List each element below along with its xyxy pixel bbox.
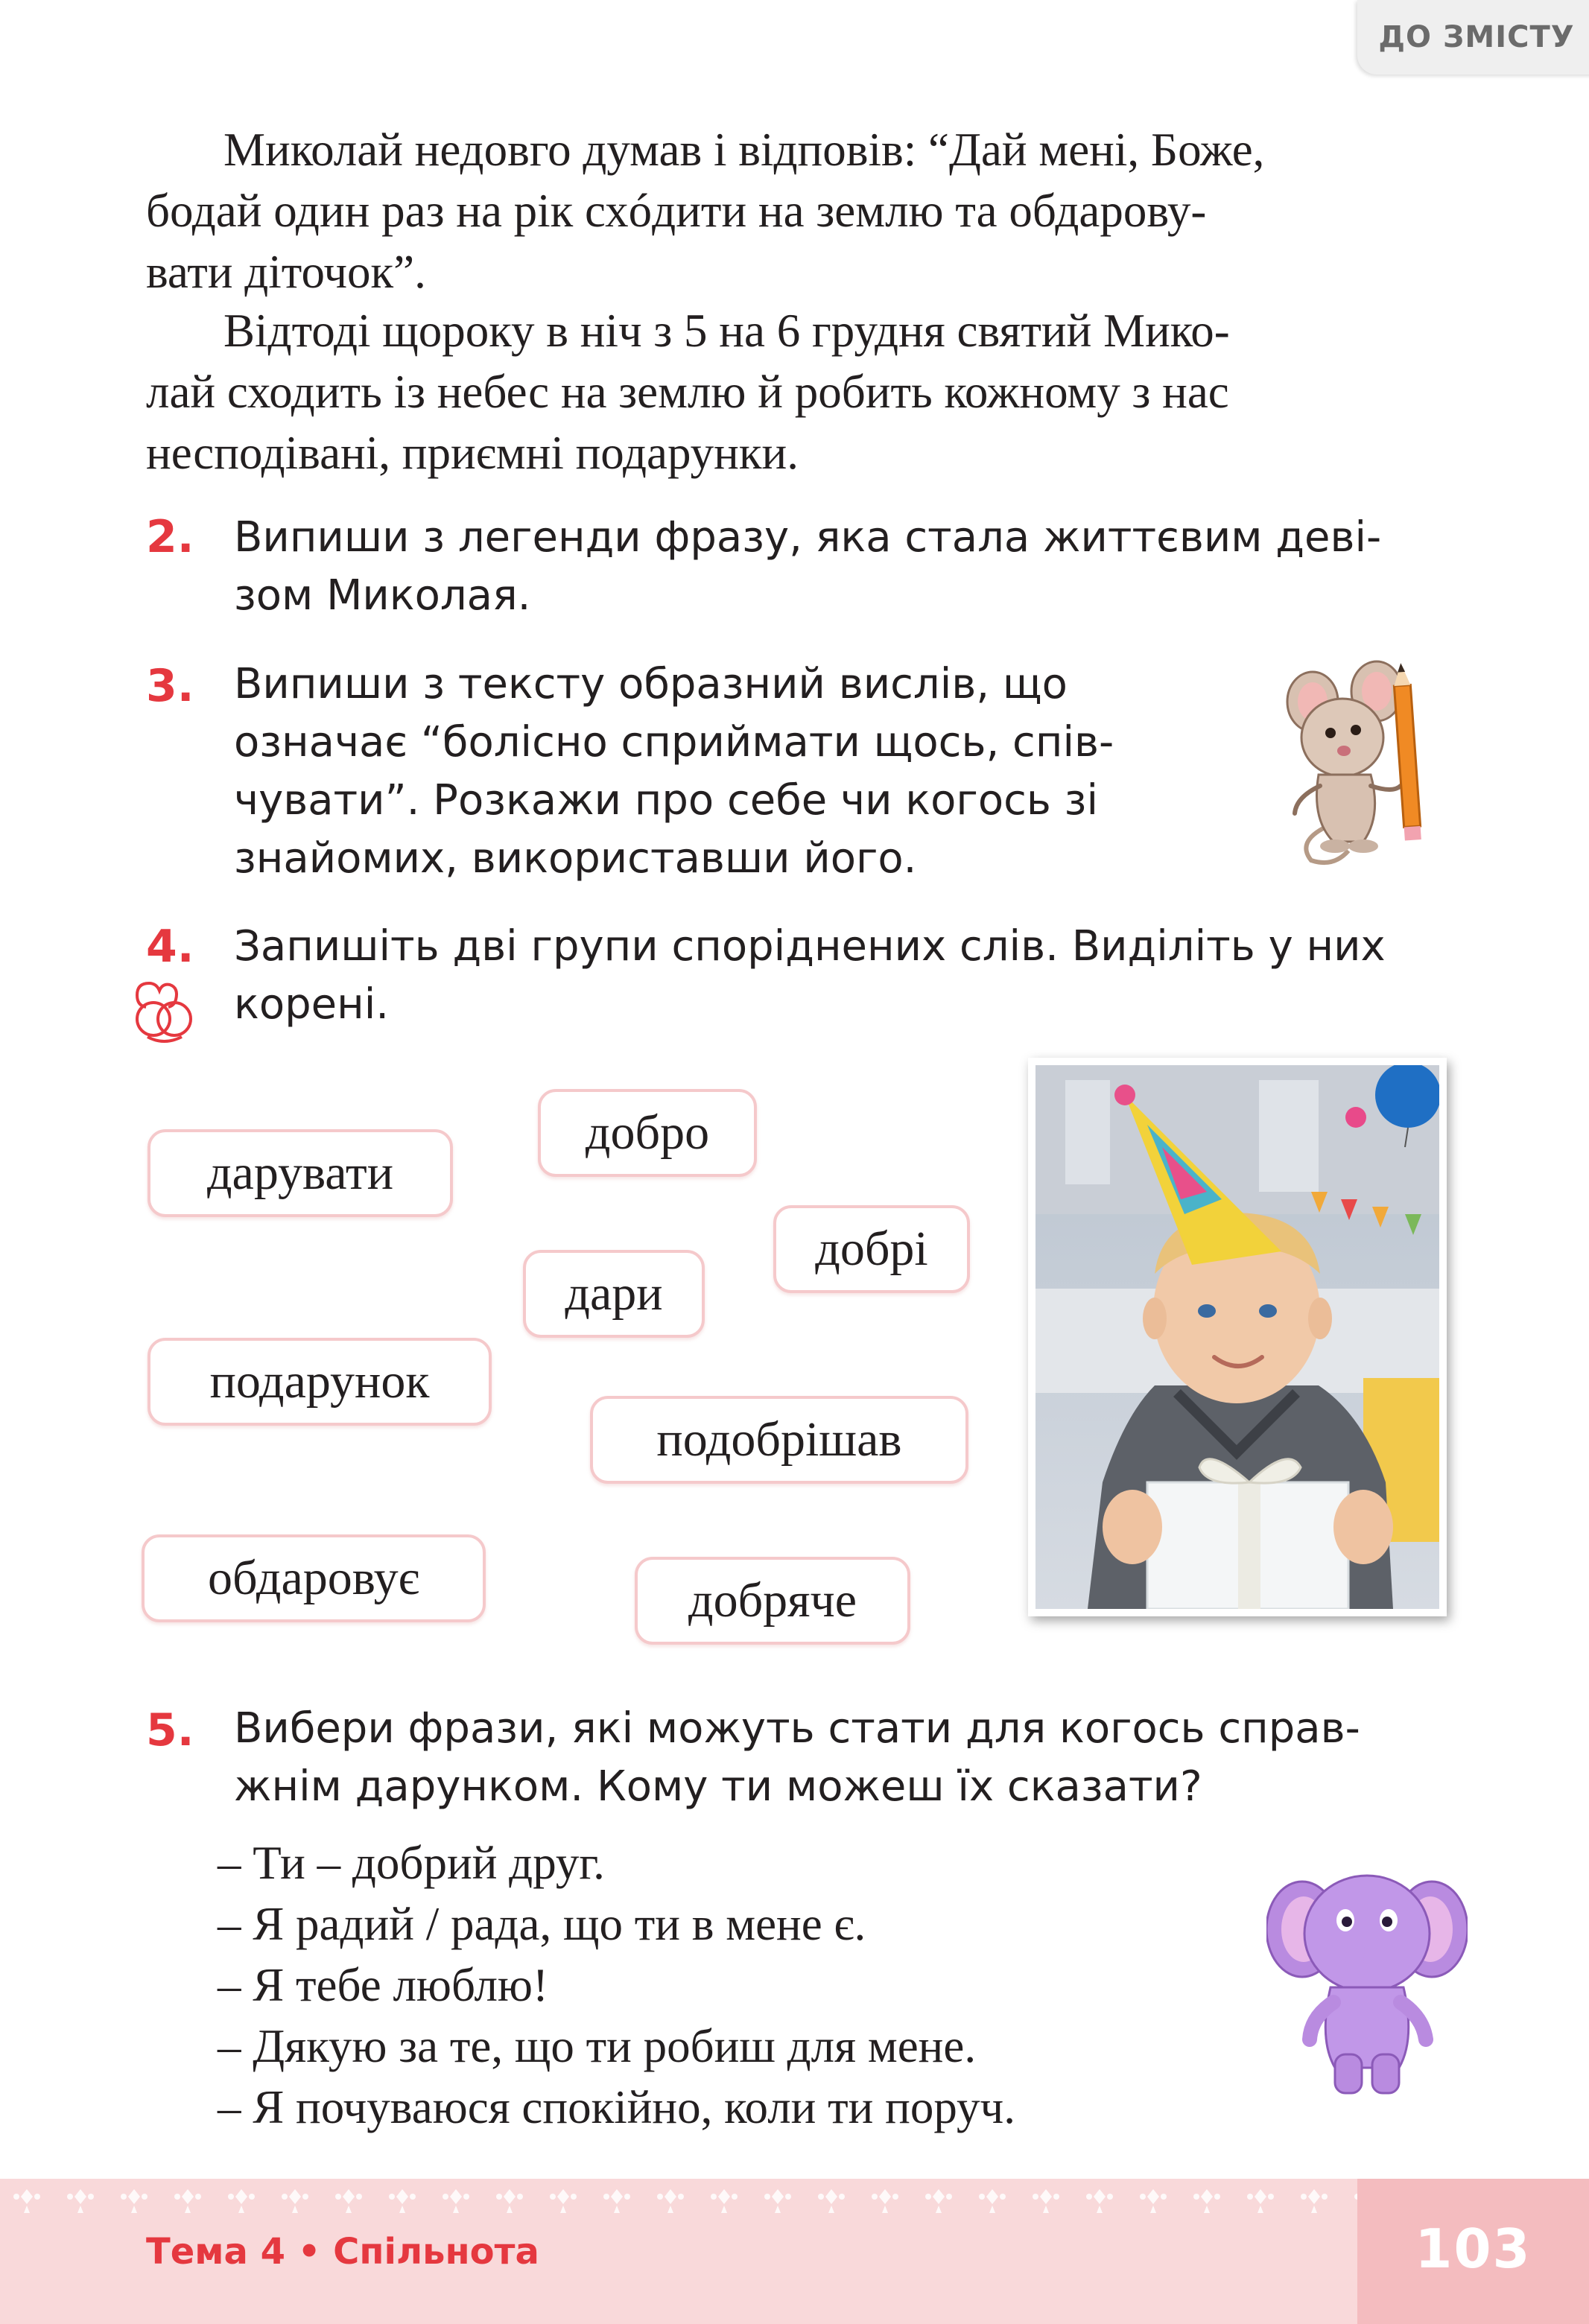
- task-3-number: 3.: [146, 660, 194, 712]
- text-line: Вибери фрази, які можуть стати для когось справ-: [234, 1704, 1360, 1753]
- word-box-podobrishav: подобрішав: [590, 1396, 968, 1484]
- text-line: бодай один раз на рік схóдити на землю та обдарову-: [146, 185, 1207, 237]
- list-item: – Я радий / рада, що ти в мене є.: [218, 1898, 866, 1950]
- list-item: – Я почуваюся спокійно, коли ти поруч.: [218, 2081, 1015, 2133]
- story-paragraph-2: [146, 300, 1460, 483]
- task-5-text: [234, 1700, 1360, 1816]
- text-line: вати діточок”.: [146, 246, 426, 298]
- text-line: зом Миколая.: [234, 571, 531, 620]
- text-line: Миколай недовго думав і відповів: “Дай мені, Боже,: [223, 124, 1265, 176]
- task-3-text: [234, 655, 1114, 888]
- text-line: Випиши з тексту образний вислів, що: [234, 660, 1068, 708]
- text-line: несподівані, приємні подарунки.: [146, 427, 799, 479]
- word-box-podarunok: подарунок: [148, 1338, 492, 1426]
- phrases-list: [218, 1832, 1015, 2138]
- footer-ornament: [0, 2179, 1589, 2223]
- page-number-box: [1357, 2179, 1589, 2324]
- list-item: – Я тебе люблю!: [218, 1959, 548, 2011]
- text-line: Випиши з легенди фразу, яка стала життєвим деві-: [234, 513, 1382, 562]
- text-line: лай сходить із небес на землю й робить кожному з нас: [146, 366, 1229, 418]
- task-5-number: 5.: [146, 1704, 194, 1756]
- word-box-daruvaty: дарувати: [148, 1129, 453, 1217]
- word-box-obdarovuie: обдаровує: [142, 1534, 486, 1622]
- word-box-dary: дари: [523, 1250, 705, 1338]
- text-line: корені.: [234, 980, 390, 1029]
- mouse-illustration: [1281, 655, 1453, 872]
- text-line: жнім дарунком. Кому ти можеш їх сказати?: [234, 1762, 1202, 1811]
- task-2-number: 2.: [146, 511, 194, 563]
- story-paragraph-1: [146, 119, 1460, 302]
- task-2-text: [234, 509, 1381, 625]
- task-4-number: 4.: [146, 921, 194, 973]
- text-line: Запишіть дві групи споріднених слів. Виділіть у них: [234, 922, 1386, 971]
- task-4-text: [234, 918, 1386, 1034]
- two-faces-icon: [131, 977, 200, 1046]
- elephant-illustration: [1266, 1861, 1468, 2099]
- word-box-dobriache: добряче: [635, 1557, 910, 1645]
- photo-boy-with-gift: [1028, 1058, 1447, 1616]
- list-item: – Ти – добрий друг.: [218, 1837, 605, 1889]
- text-line: знайомих, використавши його.: [234, 834, 917, 883]
- text-line: чувати”. Розкажи про себе чи когось зі: [234, 776, 1099, 825]
- table-of-contents-link[interactable]: ДО ЗМІСТУ: [1357, 0, 1589, 74]
- text-line: Відтоді щороку в ніч з 5 на 6 грудня святий Мико-: [223, 305, 1230, 357]
- text-line: означає “болісно сприймати щось, спів-: [234, 718, 1114, 766]
- page-number: 103: [1415, 2217, 1532, 2280]
- page-footer: [0, 2179, 1589, 2324]
- list-item: – Дякую за те, що ти робиш для мене.: [218, 2020, 977, 2072]
- word-box-dobri: добрі: [773, 1205, 970, 1293]
- topic-label: Тема 4 • Спільнота: [146, 2231, 539, 2273]
- word-box-dobro: добро: [538, 1089, 757, 1177]
